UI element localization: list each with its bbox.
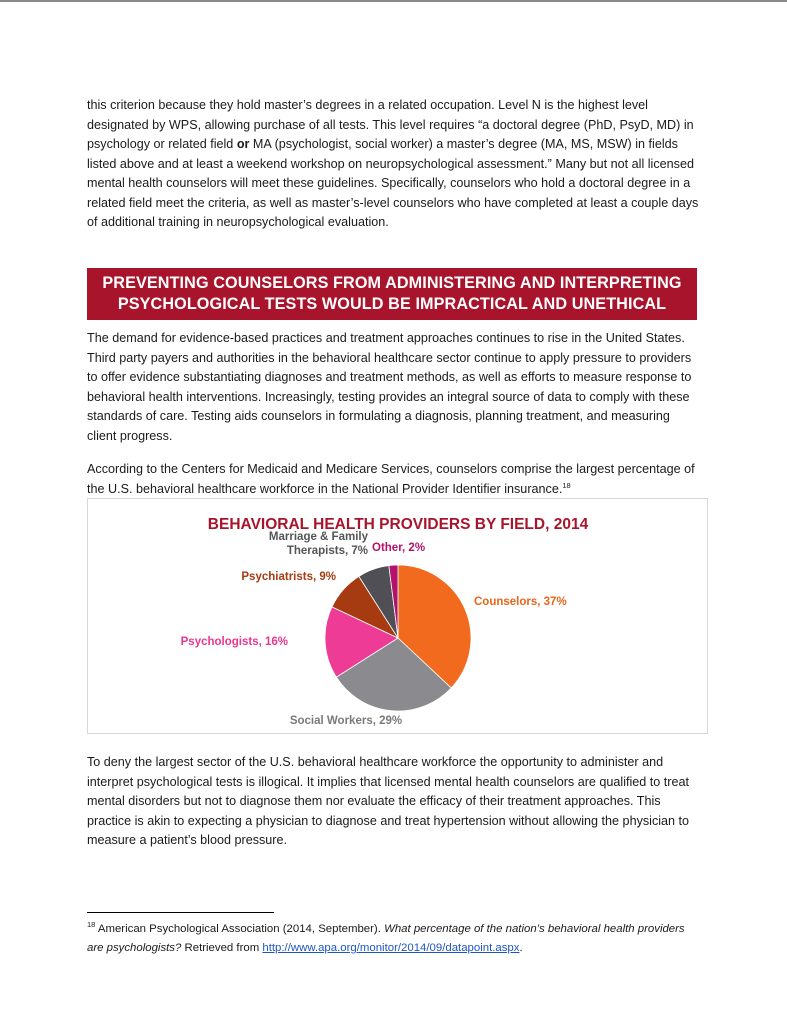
footnote-reference[interactable]: 18 [562,480,571,490]
page-top-rule [0,0,787,2]
pie-slice-label-line: Therapists, 7% [286,545,368,557]
section-heading-banner [87,268,697,320]
pie-slice-label-line: Marriage & Family [268,531,368,543]
chart-title: BEHAVIORAL HEALTH PROVIDERS BY FIELD, 2014 [207,516,589,533]
intro-text-part1: this criterion because they hold master’s degrees in a related occupation. Level N is the highest level designated by WPS, allowing purchase of all tests. This level requires “a doctoral degree (PhD, PsyD, MD) in psychology or related field [87,98,694,151]
intro-text-part2: MA (psychologist, social worker) a master’s degree (MA, MS, MSW) in fields listed above and at least a weekend workshop on neuropsychological assessment.” Many but not all licensed mental health counselors will meet these guidelines. Specifically, counselors who hold a doctoral degree in a related field meet the criteria, as well as master’s-level counselors who have completed at least a couple days of additional training in neuropsychological evaluation. [87,137,699,229]
section-heading-line1: PREVENTING COUNSELORS FROM ADMINISTERING AND INTERPRETING [102,274,682,292]
paragraph-deny: To deny the largest sector of the U.S. behavioral healthcare workforce the opportunity to administer and interpret psychological tests is illogical. It implies that licensed mental health counselors are qualified to treat mental disorders but not to diagnose them nor evaluate the efficacy of their treatment approaches. This practice is akin to expecting a physician to diagnose and treat hypertension without allowing the physician to measure a patient’s blood pressure. [87,755,690,847]
pie-slice-label: Psychologists, 16% [180,636,288,648]
pie-chart-container [87,498,708,734]
intro-bold-word: or [236,137,250,151]
pie-slices [325,565,471,711]
paragraph-cms-text: According to the Centers for Medicaid and Medicare Services, counselors comprise the largest percentage of the U.S. behavioral healthcare workforce in the National Provider Identifier insurance. [87,462,695,496]
footnote-link[interactable]: http://www.apa.org/monitor/2014/09/datapoint.aspx [262,942,520,954]
paragraph-demand: The demand for evidence-based practices and treatment approaches continues to rise in the United States. Third party payers and authorities in the behavioral healthcare sector continue to apply pressure to providers to offer evidence substantiating diagnoses and treatment methods, as well as efforts to measure response to behavioral health interventions. Increasingly, testing provides an integral source of data to comply with these standards of care. Testing aids counselors in formulating a diagnosis, planning treatment, and measuring client progress. [87,331,692,443]
pie-chart [88,499,709,735]
pie-slice-label: Counselors, 37% [474,596,567,608]
pie-slice-label: Social Workers, 29% [289,715,403,727]
paragraph-cms [87,460,702,499]
pie-slice-label [269,531,369,557]
footnote-number: 18 [87,920,96,930]
intro-paragraph [87,96,702,233]
footnote-text-after: . [519,942,523,954]
footnote-separator [87,912,274,913]
footnote-text-before: American Psychological Association (2014, September). [95,923,385,935]
footnote [87,920,702,958]
footnote-italic-title: What percentage of the nation’s behavioral health providers are psychologists? [87,923,685,954]
pie-slice-label: Psychiatrists, 9% [241,571,336,583]
footnote-text-mid: Retrieved from [181,942,263,954]
pie-slice-label: Other, 2% [372,542,426,554]
section-heading-line2: PSYCHOLOGICAL TESTS WOULD BE IMPRACTICAL AND UNETHICAL [117,295,667,313]
